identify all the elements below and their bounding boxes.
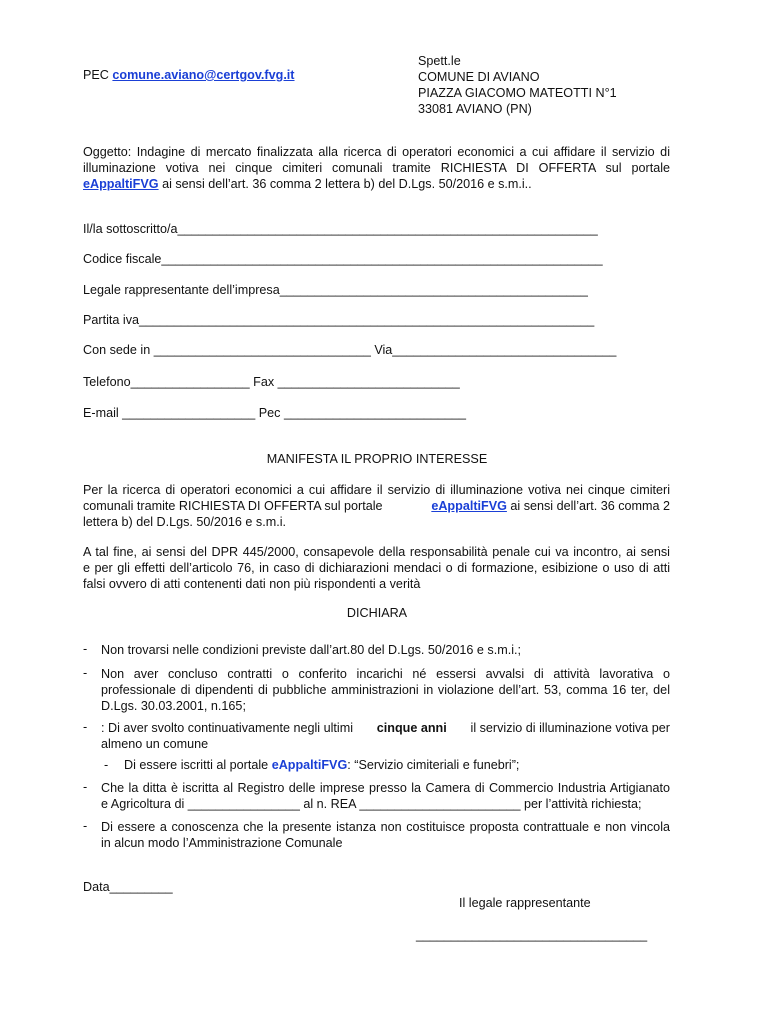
pec-email-link[interactable]: comune.aviano@certgov.fvg.it bbox=[112, 68, 295, 82]
bullet-dash: - bbox=[83, 780, 88, 794]
pec-label: PEC bbox=[83, 68, 109, 82]
bullet-item bbox=[101, 780, 670, 812]
recipient-block bbox=[418, 53, 617, 117]
bullet-item bbox=[124, 758, 519, 772]
bullet-item bbox=[101, 720, 670, 752]
bullet-item bbox=[101, 819, 670, 851]
field-sede-via[interactable]: Con sede in _______________________________ Via________________________________ bbox=[83, 343, 617, 357]
dichiara-heading: DICHIARA bbox=[346, 606, 408, 620]
paragraph-line: e per gli effetti dell’articolo 76, in caso di dichiarazioni mendaci o di formazione, esibizione o uso di atti bbox=[83, 561, 670, 575]
bullet-dash: - bbox=[104, 758, 109, 772]
field-partita-iva[interactable]: Partita iva_________________________________________________________________ bbox=[83, 313, 595, 327]
subject-line bbox=[83, 176, 670, 192]
bullet-line bbox=[101, 720, 670, 736]
bullet-text: Di essere iscritti al portale bbox=[124, 758, 269, 772]
signature-line[interactable]: _________________________________ bbox=[416, 928, 648, 942]
bullet-text: Di essere a conoscenza che la presente istanza non costituisce proposta contrattuale e non vincola bbox=[101, 820, 670, 834]
subject-text: ai sensi dell’art. 36 comma 2 lettera b) del D.Lgs. 50/2016 e s.m.i.. bbox=[158, 177, 532, 191]
field-codice-fiscale[interactable]: Codice fiscale_______________________________________________________________ bbox=[83, 252, 603, 266]
declaration-paragraph bbox=[83, 544, 670, 592]
paragraph-line: falsi ovvero di atti contenenti dati non più rispondenti a verità bbox=[83, 577, 421, 591]
date-field[interactable]: Data_________ bbox=[83, 880, 173, 894]
bullet-text: Non trovarsi nelle condizioni previste dall’art.80 del D.Lgs. 50/2016 e s.m.i.; bbox=[101, 643, 522, 657]
recipient-line: Spett.le bbox=[418, 54, 461, 68]
paragraph-line: lettera b) del D.Lgs. 50/2016 e s.m.i. bbox=[83, 515, 287, 529]
bullet-text: D.Lgs. 30.03.2001, n.165; bbox=[101, 699, 246, 713]
bullet-dash: - bbox=[83, 666, 88, 680]
recipient-line: PIAZZA GIACOMO MATEOTTI N°1 bbox=[418, 86, 617, 100]
subject-paragraph bbox=[83, 144, 670, 192]
bullet-text: : “Servizio cimiteriali e funebri”; bbox=[347, 758, 520, 772]
bullet-bold-text: cinque anni bbox=[376, 721, 447, 735]
field-legale-rappresentante[interactable]: Legale rappresentante dell’impresa____________________________________________ bbox=[83, 283, 588, 297]
paragraph-text: ai sensi dell’art. 36 comma 2 bbox=[510, 499, 670, 513]
bullet-item bbox=[101, 666, 670, 714]
eappalti-link[interactable]: eAppaltiFVG bbox=[431, 499, 507, 513]
bullet-item bbox=[101, 642, 670, 658]
bullet-dash: - bbox=[83, 819, 88, 833]
bullet-text: in alcun modo l’Amministrazione Comunale bbox=[101, 836, 343, 850]
bullet-text: almeno un comune bbox=[101, 737, 209, 751]
subject-line: Oggetto: Indagine di mercato finalizzata alla ricerca di operatori economici a cui affidare il servizio di bbox=[83, 145, 670, 159]
field-telefono-fax[interactable]: Telefono_________________ Fax __________________________ bbox=[83, 375, 460, 389]
bullet-dash: - bbox=[83, 642, 88, 656]
field-email-pec[interactable]: E-mail ___________________ Pec __________________________ bbox=[83, 406, 467, 420]
eappalti-link[interactable]: eAppaltiFVG bbox=[271, 758, 348, 772]
recipient-line: 33081 AVIANO (PN) bbox=[418, 102, 532, 116]
pec-line bbox=[83, 68, 295, 83]
bullet-text: : Di aver svolto continuativamente negli ultimi bbox=[101, 721, 353, 735]
bullet-text: Che la ditta è iscritta al Registro delle imprese presso la Camera di Commercio Industria Artigianato bbox=[101, 781, 670, 795]
field-sottoscritto[interactable]: Il/la sottoscritto/a____________________________________________________________ bbox=[83, 222, 598, 236]
bullet-dash: - bbox=[83, 720, 88, 734]
bullet-text: il servizio di illuminazione votiva per bbox=[470, 721, 670, 735]
subject-line: illuminazione votiva nei cinque cimiteri comunali tramite RICHIESTA DI OFFERTA sul portale bbox=[83, 161, 670, 175]
manifesta-heading: MANIFESTA IL PROPRIO INTERESSE bbox=[266, 452, 488, 466]
eappalti-link[interactable]: eAppaltiFVG bbox=[83, 177, 159, 191]
bullet-text: Non aver concluso contratti o conferito incarichi né essersi avvalsi di attività lavorativa o bbox=[101, 667, 670, 681]
bullet-text: e Agricoltura di ________________ al n. REA _______________________ per l’attività richiesta; bbox=[101, 797, 642, 811]
paragraph-line: A tal fine, ai sensi del DPR 445/2000, consapevole della responsabilità penale cui va incontro, ai sensi bbox=[83, 545, 670, 559]
paragraph-line bbox=[83, 498, 670, 514]
interest-paragraph bbox=[83, 482, 670, 530]
legal-representative-label: Il legale rappresentante bbox=[459, 896, 591, 910]
bullet-text: professionale di dipendenti di pubbliche amministrazioni in violazione dell’art. 53, comma 16 ter, del bbox=[101, 683, 670, 697]
paragraph-text: comunali tramite RICHIESTA DI OFFERTA sul portale bbox=[83, 499, 383, 513]
paragraph-line: Per la ricerca di operatori economici a cui affidare il servizio di illuminazione votiva nei cinque cimiteri bbox=[83, 483, 670, 497]
recipient-line: COMUNE DI AVIANO bbox=[418, 70, 540, 84]
